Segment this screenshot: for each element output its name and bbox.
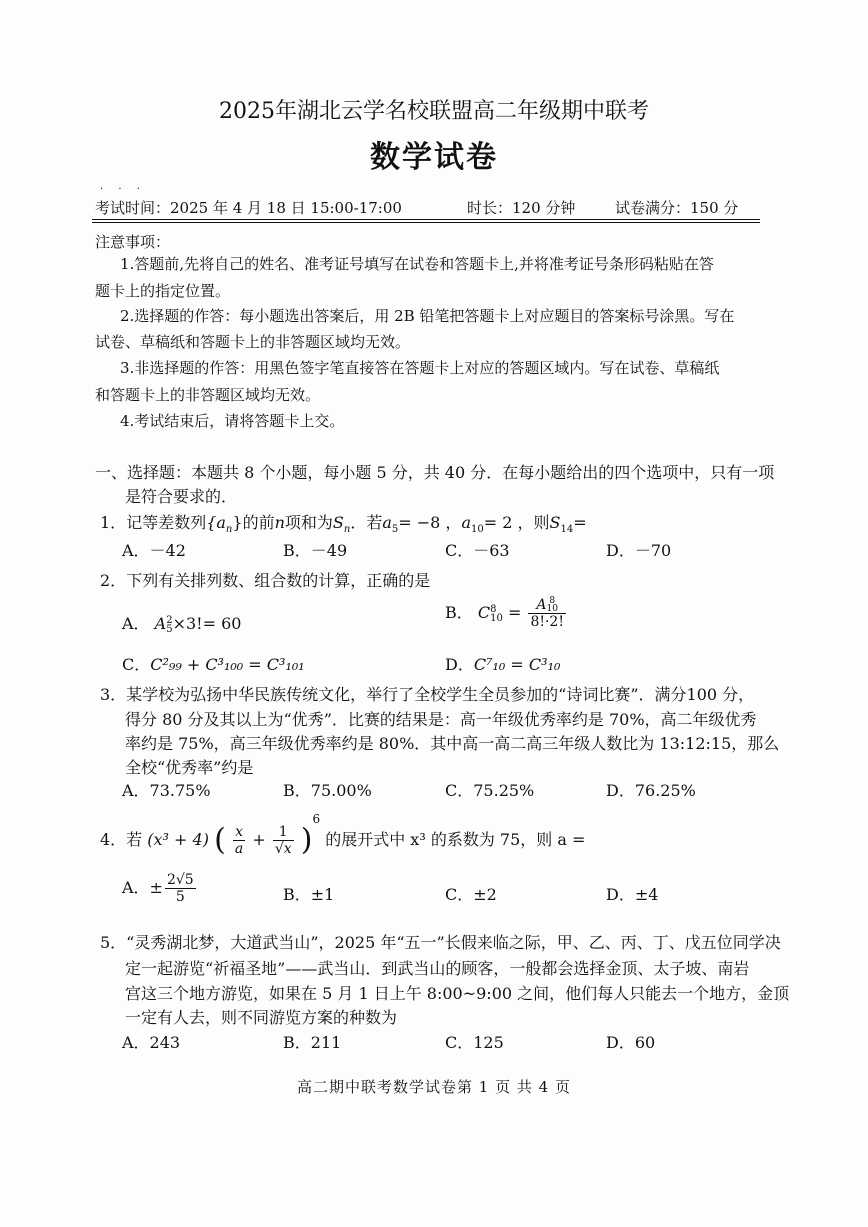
q2-option-a	[122, 611, 241, 634]
question-2	[100, 568, 430, 591]
exam-title: 2025年湖北云学名校联盟高二年级期中联考	[219, 99, 649, 124]
option-label: B．	[445, 603, 473, 622]
q4-option-d: D．±4	[606, 885, 659, 904]
fraction	[273, 824, 294, 857]
notice-item: 1.答题前,先将自己的姓名、准考证号填写在试卷和答题卡上,并将准考证号条形码粘贴在答	[120, 255, 714, 273]
option-text: C⁷₁₀ = C³₁₀	[473, 655, 561, 674]
sub: 5	[166, 623, 173, 635]
q1-text: 记等差数列	[126, 513, 207, 532]
q1-option-c: C．－63	[445, 541, 510, 560]
q2-option-d	[445, 652, 560, 675]
exponent: 6	[312, 812, 321, 826]
q1-a10: a	[461, 513, 471, 532]
q1-sub: 10	[470, 524, 484, 536]
option-text: C²₉₉ + C³₁₀₀ = C³₁₀₁	[150, 655, 305, 674]
section-heading-cont: 是符合要求的．	[125, 487, 238, 506]
option-label: A．±	[122, 878, 163, 897]
numerator: 1	[273, 824, 294, 841]
q1-seq: {a	[206, 513, 226, 532]
question-5-line: 定一起游览“祈福圣地”——武当山．到武当山的顾客，一般都会选择金顶、太子坡、南岩	[125, 959, 750, 978]
q1-S: S	[332, 513, 344, 532]
q5-option-d: D．60	[606, 1033, 656, 1052]
denominator: 8!·2!	[530, 614, 564, 630]
equals: =	[507, 603, 522, 622]
q4-text: 的展开式中 x³ 的系数为 75，则 a =	[325, 830, 586, 849]
denominator: a	[234, 841, 244, 857]
q1-sub: 5	[391, 524, 399, 536]
question-5-line: 一定有人去，则不同游览方案的种数为	[125, 1008, 398, 1027]
q4-option-c: C．±2	[445, 885, 497, 904]
divider-line	[92, 222, 760, 223]
notice-item: 试卷、草稿纸和答题卡上的非答题区域均无效。	[95, 333, 411, 351]
q3-option-c: C．75.25%	[445, 781, 535, 800]
q1-text: ．若	[350, 513, 383, 532]
question-number: 1．	[100, 513, 127, 532]
exam-time: 考试时间：2025 年 4 月 18 日 15:00-17:00	[95, 199, 402, 217]
option-label: C．	[122, 655, 151, 674]
q1-sub: n	[343, 524, 351, 536]
sup: 8	[549, 596, 556, 606]
q3-option-a: A．73.75%	[122, 781, 211, 800]
fraction	[233, 824, 245, 857]
option-text: ×3!= 60	[172, 614, 242, 633]
q5-option-b: B．211	[283, 1033, 342, 1052]
numerator: x	[233, 824, 245, 841]
denominator: 5	[175, 889, 185, 905]
q1-S14: S	[549, 513, 561, 532]
q1-sub: n	[225, 524, 233, 536]
notice-item: 和答题卡上的非答题区域均无效。	[95, 386, 321, 404]
q1-text: = −8 ，	[398, 513, 462, 532]
denominator: √x	[274, 841, 292, 857]
notice-item: 3.非选择题的作答：用黑色签字笔直接答在答题卡上对应的答题区域内。写在试卷、草稿纸	[120, 359, 720, 377]
q1-option-b: B．－49	[283, 541, 348, 560]
perm-symbol: A	[154, 614, 167, 633]
exam-subject: 数学试卷	[370, 140, 498, 175]
question-5-line: 宫这三个地方游览，如果在 5 月 1 日上午 8:00~9:00 之间，他们每人只能去一个地方，金顶	[125, 984, 790, 1003]
q1-text: = 2 ，则	[483, 513, 550, 532]
q4-option-b: B．±1	[283, 885, 335, 904]
q1-seq-end: }	[232, 513, 243, 532]
question-4	[100, 812, 585, 857]
plus: +	[252, 830, 266, 849]
q1-text: =	[573, 513, 587, 532]
question-number: 4．若	[100, 830, 143, 849]
sub: 10	[490, 612, 503, 624]
q3-option-b: B．75.00%	[283, 781, 372, 800]
numerator: 2√5	[166, 872, 194, 888]
comb-symbol: C	[477, 603, 491, 622]
question-3-line: 率约是 75%，高三年级优秀率约是 80%．其中高一高二高三年级人数比为 13:12:15，那么	[125, 734, 780, 753]
exam-full-score: 试卷满分：150 分	[615, 199, 739, 217]
q5-option-a: A．243	[122, 1033, 181, 1052]
q2-option-c	[122, 652, 305, 675]
q1-text: 的前	[242, 513, 275, 532]
question-3-line: 3．某学校为弘扬中华民族传统文化，举行了全校学生全员参加的“诗词比赛”．满分100 分，	[100, 685, 755, 704]
q2-option-b	[445, 597, 568, 630]
question-3-line: 全校“优秀率”约是	[125, 758, 254, 777]
sup: 2	[166, 614, 173, 626]
q4-factor: (x³ + 4)	[147, 830, 209, 849]
fraction	[165, 872, 196, 905]
fraction	[528, 597, 566, 630]
paren-right: )	[300, 822, 313, 858]
option-label: A．	[122, 614, 150, 633]
section-heading: 一、选择题：本题共 8 个小题，每小题 5 分，共 40 分．在每小题给出的四个选项中，只有一项	[95, 463, 775, 482]
page-footer: 高二期中联考数学试卷第 1 页 共 4 页	[297, 1078, 571, 1096]
question-3-line: 得分 80 分及其以上为“优秀”．比赛的结果是：高一年级优秀率约是 70%，高二年级优秀	[125, 710, 757, 729]
q1-option-a: A．－42	[122, 541, 186, 560]
notice-heading: 注意事项：	[95, 233, 171, 251]
option-label: D．	[445, 655, 474, 674]
q1-a5: a	[382, 513, 392, 532]
notice-item: 题卡上的指定位置。	[95, 282, 231, 300]
q3-option-d: D．76.25%	[606, 781, 696, 800]
q1-sub: 14	[560, 524, 574, 536]
q4-option-a	[122, 872, 198, 905]
sup: 8	[490, 603, 497, 615]
question-5-line: 5．“灵秀湖北梦，大道武当山”，2025 年“五一”长假来临之际，甲、乙、丙、丁、戊五位同学决	[100, 933, 781, 952]
divider-line	[92, 219, 760, 220]
notice-item: 2.选择题的作答：每小题选出答案后，用 2B 铅笔把答题卡上对应题目的答案标号涂黑。写在	[120, 307, 735, 325]
scan-dots: · · ·	[100, 184, 146, 195]
q2-text: 下列有关排列数、组合数的计算，正确的是	[126, 571, 431, 590]
q1-n: n	[274, 513, 285, 532]
q1-text: 项和为	[284, 513, 333, 532]
notice-item: 4.考试结束后，请将答题卡上交。	[120, 412, 345, 430]
q5-option-c: C．125	[445, 1033, 504, 1052]
question-number: 2．	[100, 571, 127, 590]
exam-duration: 时长：120 分钟	[467, 199, 576, 217]
q1-option-d: D．－70	[606, 541, 672, 560]
question-1	[100, 510, 587, 535]
perm-symbol: A	[536, 597, 547, 613]
sub: 10	[546, 604, 558, 614]
paren-left: (	[214, 822, 226, 858]
